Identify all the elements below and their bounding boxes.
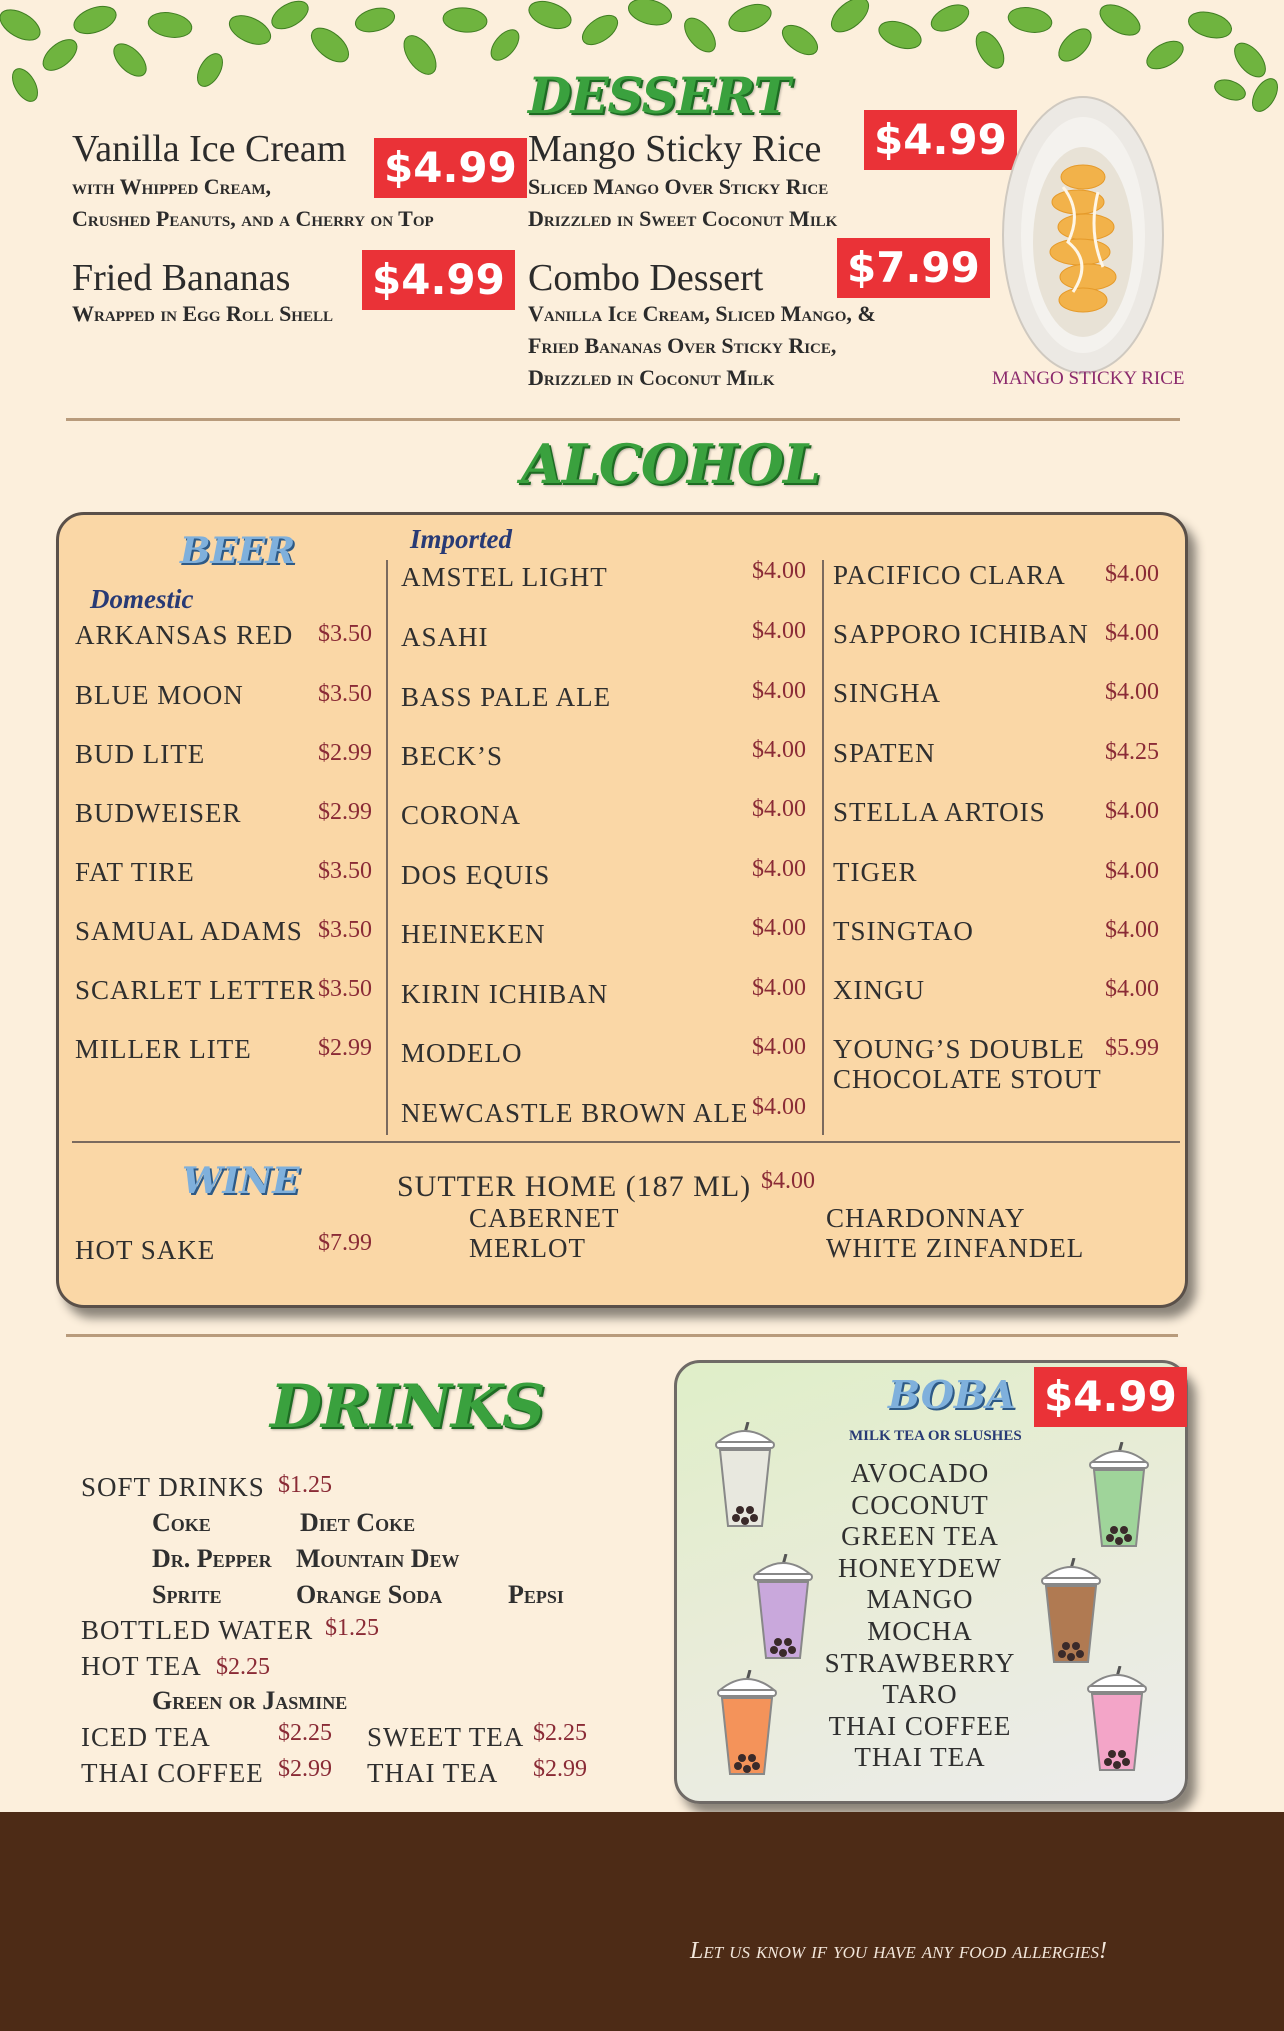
- beer-title: BEER: [180, 530, 296, 572]
- footer-band: [0, 1812, 1284, 2031]
- beer-price: $3.50: [318, 976, 372, 1002]
- beer-price: $4.00: [1105, 620, 1159, 646]
- boba-flavor-list: [790, 1458, 1050, 1774]
- drink-name: SWEET TEA: [367, 1722, 525, 1752]
- beer-price: $4.00: [1105, 917, 1159, 943]
- drink-price: $2.25: [278, 1720, 332, 1746]
- soft-drink-option: Sprite: [152, 1580, 222, 1609]
- boba-cup-icon: [744, 1554, 822, 1664]
- drink-name: BOTTLED WATER: [81, 1615, 314, 1645]
- beer-price: $4.00: [752, 678, 806, 704]
- beer-price: $3.50: [318, 681, 372, 707]
- beer-price: $4.00: [1105, 561, 1159, 587]
- item-desc: Drizzled in Sweet Coconut Milk: [528, 206, 838, 231]
- item-name: Fried Bananas: [72, 257, 291, 299]
- boba-title: BOBA: [888, 1372, 1016, 1417]
- beer-name: YOUNG’S DOUBLE: [833, 1034, 1085, 1064]
- boba-flavor: COCONUT: [851, 1489, 989, 1520]
- beer-name: TSINGTAO: [833, 916, 974, 946]
- drink-price: $2.99: [278, 1756, 332, 1782]
- beer-name: ARKANSAS RED: [75, 620, 294, 650]
- boba-flavor: THAI COFFEE: [828, 1710, 1012, 1741]
- item-desc: Vanilla Ice Cream, Sliced Mango, &: [528, 301, 876, 326]
- beer-name: KIRIN ICHIBAN: [401, 979, 609, 1009]
- boba-flavor: MOCHA: [867, 1615, 973, 1646]
- beer-price: $3.50: [318, 858, 372, 884]
- hot-tea-options: Green or Jasmine: [152, 1686, 348, 1715]
- drink-price: $2.25: [216, 1654, 270, 1680]
- beer-price: $4.00: [752, 975, 806, 1001]
- wine-title: WINE: [182, 1160, 300, 1202]
- item-desc: Crushed Peanuts, and a Cherry on Top: [72, 206, 434, 231]
- beer-name: MILLER LITE: [75, 1034, 252, 1064]
- beer-name: NEWCASTLE BROWN ALE: [401, 1098, 749, 1128]
- wine-variety: WHITE ZINFANDEL: [826, 1233, 1085, 1263]
- item-desc: Drizzled in Coconut Milk: [528, 365, 775, 390]
- wine-price: $7.99: [318, 1230, 372, 1256]
- drink-name: SOFT DRINKS: [81, 1472, 265, 1502]
- beer-price: $2.99: [318, 799, 372, 825]
- drink-price: $2.99: [533, 1756, 587, 1782]
- allergy-note: Let us know if you have any food allergies!: [690, 1938, 1107, 1964]
- beer-name: PACIFICO CLARA: [833, 560, 1066, 590]
- beer-name: AMSTEL LIGHT: [401, 562, 608, 592]
- soft-drink-option: Orange Soda: [296, 1580, 443, 1609]
- boba-cup-icon: [706, 1422, 784, 1532]
- drink-price: $2.25: [533, 1720, 587, 1746]
- beer-price: $4.25: [1105, 739, 1159, 765]
- boba-cup-icon: [1080, 1442, 1158, 1552]
- beer-name: XINGU: [833, 975, 925, 1005]
- beer-name: BASS PALE ALE: [401, 682, 612, 712]
- beer-price: $4.00: [1105, 798, 1159, 824]
- beer-price: $4.00: [752, 618, 806, 644]
- soft-drink-option: Coke: [152, 1508, 211, 1537]
- wine-variety: CABERNET: [469, 1203, 620, 1233]
- column-divider: [386, 560, 388, 1135]
- beer-name-line2: CHOCOLATE STOUT: [833, 1064, 1102, 1094]
- beer-price: $4.00: [752, 737, 806, 763]
- mango-sticky-rice-photo: [998, 92, 1168, 378]
- boba-flavor: THAI TEA: [854, 1742, 986, 1773]
- beer-price: $4.00: [1105, 858, 1159, 884]
- boba-flavor: HONEYDEW: [838, 1552, 1002, 1583]
- boba-cup-icon: [708, 1670, 786, 1780]
- wine-variety: CHARDONNAY: [826, 1203, 1026, 1233]
- drinks-title: DRINKS: [270, 1372, 545, 1442]
- beer-price: $4.00: [752, 856, 806, 882]
- beer-price: $2.99: [318, 1035, 372, 1061]
- soft-drink-option: Dr. Pepper: [152, 1544, 272, 1573]
- dessert-title: DESSERT: [528, 66, 790, 125]
- beer-name: ASAHI: [401, 622, 489, 652]
- drink-name: HOT TEA: [81, 1651, 202, 1681]
- beer-price: $4.00: [1105, 679, 1159, 705]
- beer-name: TIGER: [833, 857, 918, 887]
- wine-name: SUTTER HOME (187 ML): [397, 1170, 752, 1203]
- divider: [66, 418, 1180, 421]
- beer-name: DOS EQUIS: [401, 860, 551, 890]
- item-desc: with Whipped Cream,: [72, 174, 271, 199]
- imported-label: Imported: [410, 524, 513, 554]
- wine-variety: MERLOT: [469, 1233, 586, 1263]
- beer-price: $4.00: [752, 796, 806, 822]
- price-tag: $4.99: [362, 250, 515, 310]
- boba-flavor: GREEN TEA: [841, 1521, 999, 1552]
- beer-name: SAMUAL ADAMS: [75, 916, 303, 946]
- boba-flavor: AVOCADO: [850, 1458, 990, 1488]
- beer-price: $4.00: [1105, 976, 1159, 1002]
- alcohol-title: ALCOHOL: [521, 432, 820, 496]
- beer-price: $2.99: [318, 740, 372, 766]
- price-tag: $4.99: [1034, 1367, 1187, 1427]
- beer-name: CORONA: [401, 800, 522, 830]
- beer-name: BUDWEISER: [75, 798, 242, 828]
- soft-drink-option: Mountain Dew: [296, 1544, 460, 1573]
- beer-name: FAT TIRE: [75, 857, 195, 887]
- boba-cup-icon: [1032, 1558, 1110, 1668]
- item-name: Mango Sticky Rice: [528, 128, 822, 170]
- drink-name: THAI TEA: [367, 1758, 499, 1788]
- item-desc: Sliced Mango Over Sticky Rice: [528, 174, 829, 199]
- boba-flavor: TARO: [882, 1679, 958, 1710]
- price-tag: $7.99: [837, 238, 990, 298]
- item-name: Vanilla Ice Cream: [72, 128, 347, 170]
- beer-price: $4.00: [752, 1034, 806, 1060]
- boba-flavor: MANGO: [866, 1584, 974, 1615]
- price-tag: $4.99: [864, 110, 1017, 170]
- domestic-label: Domestic: [90, 584, 194, 614]
- beer-name: SPATEN: [833, 738, 936, 768]
- boba-flavor: STRAWBERRY: [824, 1647, 1016, 1678]
- drink-name: THAI COFFEE: [81, 1758, 264, 1788]
- boba-subtitle: MILK TEA OR SLUSHES: [849, 1428, 1022, 1444]
- beer-price: $3.50: [318, 621, 372, 647]
- beer-price: $4.00: [752, 1094, 806, 1120]
- beer-price: $5.99: [1105, 1035, 1159, 1061]
- beer-name: MODELO: [401, 1038, 523, 1068]
- soft-drink-option: Pepsi: [508, 1580, 564, 1609]
- beer-name: BECK’S: [401, 741, 504, 771]
- divider: [66, 1334, 1178, 1337]
- column-divider: [822, 560, 824, 1135]
- drink-price: $1.25: [325, 1615, 379, 1641]
- beer-name: BLUE MOON: [75, 680, 244, 710]
- item-desc: Fried Bananas Over Sticky Rice,: [528, 333, 837, 358]
- wine-price: $4.00: [761, 1168, 815, 1194]
- price-tag: $4.99: [374, 138, 527, 198]
- beer-name: SINGHA: [833, 678, 942, 708]
- soft-drink-option: Diet Coke: [300, 1508, 416, 1537]
- wine-name: HOT SAKE: [75, 1235, 216, 1265]
- photo-caption: MANGO STICKY RICE: [992, 368, 1185, 389]
- beer-name: HEINEKEN: [401, 919, 546, 949]
- item-desc: Wrapped in Egg Roll Shell: [72, 301, 333, 326]
- beer-price: $3.50: [318, 917, 372, 943]
- boba-cup-icon: [1078, 1666, 1156, 1776]
- drink-name: ICED TEA: [81, 1722, 211, 1752]
- beer-name: SCARLET LETTER: [75, 975, 316, 1005]
- beer-name: SAPPORO ICHIBAN: [833, 619, 1089, 649]
- beer-name: STELLA ARTOIS: [833, 797, 1046, 827]
- beer-name: BUD LITE: [75, 739, 206, 769]
- beer-price: $4.00: [752, 915, 806, 941]
- beer-price: $4.00: [752, 558, 806, 584]
- drink-price: $1.25: [278, 1472, 332, 1498]
- divider: [72, 1141, 1180, 1143]
- item-name: Combo Dessert: [528, 257, 764, 299]
